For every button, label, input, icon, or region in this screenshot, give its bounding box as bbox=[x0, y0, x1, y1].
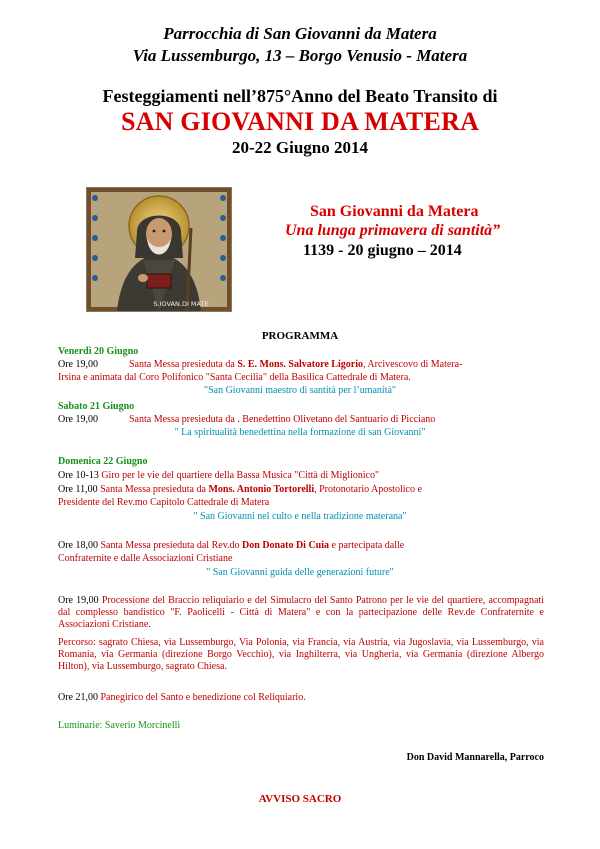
luminarie-credit: Luminarie: Saverio Morcinelli bbox=[58, 720, 181, 731]
sunday-e2-text-c: Presidente del Rev.mo Capitolo Cattedrale di Matera bbox=[58, 497, 270, 508]
sunday-e1-time: Ore 10-13 bbox=[58, 470, 99, 481]
subtitle-line-2: Una lunga primavera di santità” bbox=[285, 222, 501, 239]
friday-time: Ore 19,00 bbox=[58, 359, 98, 370]
sunday-e3-text-a: Santa Messa presieduta dal Rev.do bbox=[100, 540, 240, 551]
icon-caption: S.IOVAN.DI MATE bbox=[153, 300, 209, 308]
friday-event bbox=[58, 359, 462, 371]
saturday-motto: " La spiritualità benedettina nella formazione di san Giovanni" bbox=[174, 427, 426, 438]
sunday-e4-route: Percorso: sagrato Chiesa, via Lussemburgo, Via Polonia, via Francia, via Austria, via Jugoslavia, via Lussemburgo, via Romania, via Germania (direzione Borgo Vecchio), via Inghilterra, via Ungheria, via Germania (direzione Albergo Hilton), via Lussemburgo, sagrato Chiesa. bbox=[58, 637, 544, 672]
sunday-event-2 bbox=[58, 484, 422, 496]
sunday-e2-motto: " San Giovanni nel culto e nella tradizione materana" bbox=[193, 511, 407, 522]
programma-heading: PROGRAMMA bbox=[261, 330, 339, 342]
friday-text-c: Irsina e animata dal Coro Polifonico "Santa Cecilia" della Basilica Cattedrale di Matera. bbox=[58, 372, 411, 383]
sunday-event-3 bbox=[58, 540, 404, 552]
saint-title: SAN GIOVANNI DA MATERA bbox=[120, 107, 480, 136]
sunday-e4-time: Ore 19,00 bbox=[58, 595, 99, 606]
saint-icon-illustration bbox=[87, 188, 231, 311]
day-friday: Venerdì 20 Giugno bbox=[58, 346, 139, 357]
saturday-event bbox=[58, 414, 435, 426]
friday-text-a: Santa Messa presieduta da bbox=[129, 359, 235, 370]
sunday-e5-time: Ore 21,00 bbox=[58, 692, 98, 703]
friday-motto: "San Giovanni maestro di santità per l’umanità" bbox=[203, 385, 396, 396]
sunday-e2-text-a: Santa Messa presieduta da bbox=[100, 484, 206, 495]
sunday-event-1 bbox=[58, 470, 379, 482]
friday-celebrant: S. E. Mons. Salvatore Ligorio bbox=[237, 359, 363, 370]
sunday-e1-text: Giro per le vie del quartiere della Bassa Musica "Città di Miglionico" bbox=[101, 470, 380, 481]
parish-name: Parrocchia di San Giovanni da Matera bbox=[163, 24, 437, 43]
subtitle-line-1: San Giovanni da Matera bbox=[310, 203, 479, 220]
signature: Don David Mannarella, Parroco bbox=[406, 752, 544, 763]
saint-icon-image bbox=[86, 187, 232, 312]
saturday-text: Santa Messa presieduta da . Benedettino Olivetano del Santuario di Picciano bbox=[129, 414, 436, 425]
event-dates: 20-22 Giugno 2014 bbox=[231, 138, 369, 157]
sunday-e3-motto: " San Giovanni guida delle generazioni future" bbox=[206, 567, 394, 578]
day-sunday: Domenica 22 Giugno bbox=[58, 456, 148, 467]
saturday-time: Ore 19,00 bbox=[58, 414, 98, 425]
festeggiamenti-heading: Festeggiamenti nell’875°Anno del Beato Transito di bbox=[102, 86, 498, 106]
day-saturday: Sabato 21 Giugno bbox=[58, 401, 135, 412]
sunday-e3-time: Ore 18,00 bbox=[58, 540, 98, 551]
sunday-e3-text-b: e partecipata dalle bbox=[331, 540, 405, 551]
sunday-event-4 bbox=[58, 595, 544, 631]
friday-text-b: , Arcivescovo di Matera- bbox=[362, 359, 463, 370]
sunday-e2-celebrant: Mons. Antonio Tortorelli bbox=[208, 484, 315, 495]
sunday-e2-text-b: , Protonotario Apostolico e bbox=[314, 484, 422, 495]
subtitle-line-3: 1139 - 20 giugno – 2014 bbox=[303, 242, 462, 259]
sunday-e3-celebrant: Don Donato Di Cuia bbox=[242, 540, 330, 551]
avviso-sacro: AVVISO SACRO bbox=[258, 793, 342, 805]
sunday-e2-time: Ore 11,00 bbox=[58, 484, 98, 495]
sunday-event-5 bbox=[58, 692, 306, 704]
parish-address: Via Lussemburgo, 13 – Borgo Venusio - Matera bbox=[132, 46, 468, 65]
sunday-e5-text: Panegirico del Santo e benedizione col Reliquiario. bbox=[100, 692, 306, 703]
sunday-e4-text: Processione del Braccio reliquiario e del Simulacro del Santo Patrono per le vie del quartiere, accompagnati dal complesso bandistico "F. Paolicelli - Città di Matera" e con la partecipazione delle Rev.de Confraternite e Associazioni Cristiane. bbox=[58, 595, 544, 630]
sunday-e3-text-c: Confraternite e dalle Associazioni Cristiane bbox=[58, 553, 233, 564]
